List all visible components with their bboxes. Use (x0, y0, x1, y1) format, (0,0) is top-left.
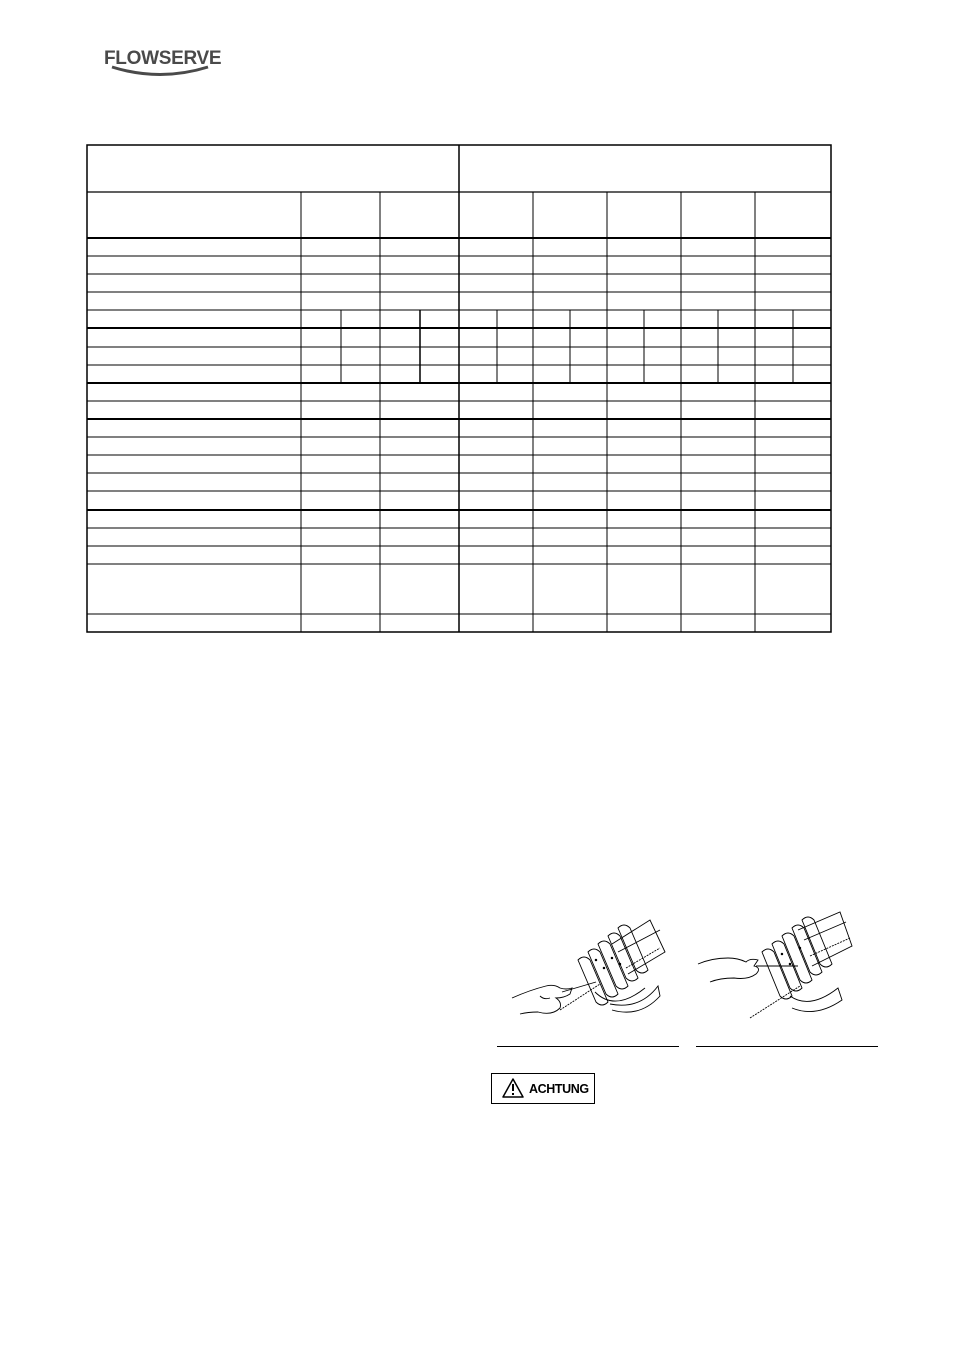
warning-text: ACHTUNG (529, 1082, 589, 1096)
hand-tool-icon-2 (690, 906, 865, 1031)
packing-ring-insertion-illustration (690, 906, 865, 1031)
logo-text: FLOWSERVE (104, 48, 222, 69)
table-lines (0, 0, 954, 640)
warning-label (491, 1073, 595, 1104)
data-table (0, 0, 954, 640)
warning-triangle-icon (502, 1078, 524, 1103)
left-caption-rule (497, 1046, 679, 1047)
packing-ring-cutting-illustration (500, 912, 675, 1032)
hand-tool-icon (500, 912, 675, 1032)
right-caption-rule (696, 1046, 878, 1047)
